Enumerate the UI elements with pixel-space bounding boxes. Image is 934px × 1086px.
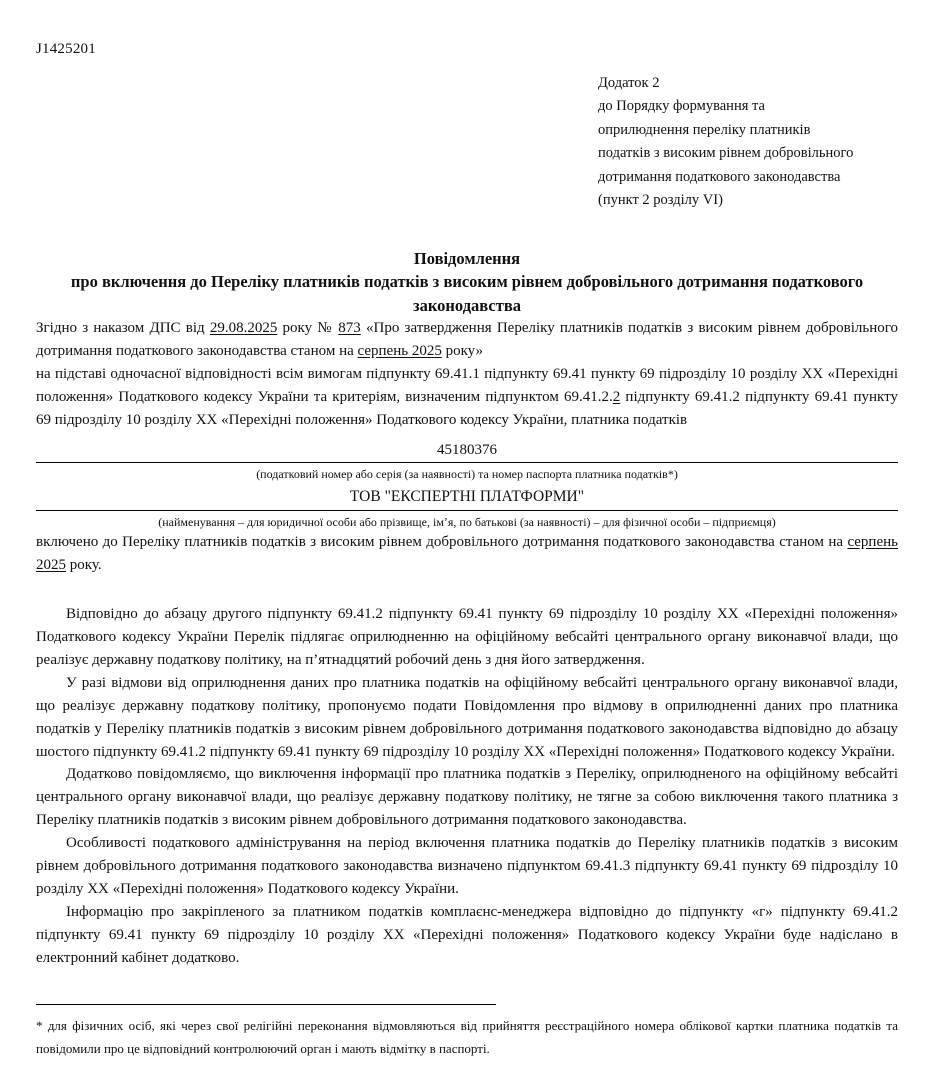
basis-part-2: підпункту 69.41.2 підпункту 69.41 пункту 69 підрозділу 10 розділу ХХ «Перехідні положення» Податкового кодексу України, платника податків xyxy=(36,388,898,428)
tax-number-rule xyxy=(36,462,898,463)
document-title xyxy=(36,247,898,317)
tax-number-value: 45180376 xyxy=(437,441,497,458)
tax-number-caption: (податковий номер або серія (за наявності) та номер паспорта платника податків*) xyxy=(256,467,678,482)
appendix-line-5: дотримання податкового законодавства xyxy=(598,168,841,185)
appendix-line-4: податків з високим рівнем добровільного xyxy=(598,145,854,162)
taxpayer-name-value: ТОВ "ЕКСПЕРТНІ ПЛАТФОРМИ" xyxy=(349,488,585,506)
basis-part-1: на підставі одночасної відповідності всім вимогам підпункту 69.41.1 підпункту 69.41 пункту 69 підрозділу 10 розділу ХХ «Перехідні положення» Податкового кодексу України та критеріям, визначеним підпунктом 69.41.2. xyxy=(36,366,898,405)
document-title-main: Повідомлення xyxy=(413,248,521,268)
appendix-line-6: (пункт 2 розділу VI) xyxy=(598,192,723,209)
body-paragraph-1: Відповідно до абзацу другого підпункту 69.41.2 підпункту 69.41 пункту 69 підрозділу 10 розділу ХХ «Перехідні положення» Податкового кодексу України Перелік підлягає оприлюдненню на офіційному вебсайті центрального органу виконавчої влади, що реалізує державну податкову політику, на п’ятнадцятий робочий день з дня його затвердження. xyxy=(36,605,898,668)
body-paragraph-3: Додатково повідомляємо, що виключення інформації про платника податків з Переліку, оприлюдненого на офіційному вебсайті центрального органу виконавчої влади, що реалізує державну податкову політику, не тягне за собою виключення такого платника з Переліку платників податків з високим рівнем добровільного дотримання податкового законодавства. xyxy=(36,766,898,829)
footnote-text: * для фізичних осіб, які через свої релігійні переконання відмовляються від прийняття реєстраційного номера облікової картки платника податків та повідомили про це відповідний контролюючий орган і мають відмітку в паспорті. xyxy=(36,1018,898,1056)
appendix-line-1: Додаток 2 xyxy=(598,75,660,91)
inclusion-suffix: року. xyxy=(66,556,102,573)
order-period-value: серпень 2025 xyxy=(357,343,442,360)
body-paragraphs xyxy=(36,603,898,970)
appendix-line-2: до Порядку формування та xyxy=(598,98,765,115)
taxpayer-name-rule xyxy=(36,510,898,511)
inclusion-period-value: серпень 2025 xyxy=(36,534,898,573)
inclusion-paragraph xyxy=(36,531,898,577)
order-reference-paragraph xyxy=(36,317,898,363)
footnote-rule xyxy=(36,1004,496,1005)
appendix-line-3: оприлюднення переліку платників xyxy=(598,121,811,138)
order-suffix: року» xyxy=(441,343,484,360)
inclusion-prefix: включено до Переліку платників податків з високим рівнем добровільного дотримання податкового законодавства станом на xyxy=(36,534,848,551)
taxpayer-name-caption: (найменування – для юридичної особи або прізвище, імʼя, по батькові (за наявності) – для фізичної особи – підприємця) xyxy=(158,515,776,530)
order-prefix: Згідно з наказом ДПС від xyxy=(36,320,210,337)
order-date-value: 29.08.2025 xyxy=(209,320,278,337)
order-number-value: 873 xyxy=(338,320,361,337)
body-paragraph-2: У разі відмови від оприлюднення даних про платника податків на офіційному вебсайті центрального органу виконавчої влади, що реалізує державну податкову політику, пропонуємо подати Повідомлення про відмову в оприлюдненні даних про платника податків у Переліку платників податків з високим рівнем добровільного дотримання податкового законодавства відповідно до абзацу шостого підпункту 69.41.2 підпункту 69.41 пункту 69 підрозділу 10 розділу ХХ «Перехідні положення» Податкового кодексу України. xyxy=(36,674,898,760)
body-paragraph-4: Особливості податкового адміністрування на період включення платника податків до Переліку платників податків з високим рівнем добровільного дотримання податкового законодавства визначено підпунктом 69.41.3 підпункту 69.41 пункту 69 підрозділу 10 розділу ХХ «Перехідні положення» Податкового кодексу України. xyxy=(36,835,898,898)
body-paragraph-5: Інформацію про закріпленого за платником податків комплаєнс-менеджера відповідно до підпункту «г» підпункту 69.41.2 підпункту 69.41 пункту 69 підрозділу 10 розділу ХХ «Перехідні положення» Податкового кодексу України буде надіслано в електронний кабінет додатково. xyxy=(36,904,898,966)
document-title-subtitle: про включення до Переліку платників податків з високим рівнем добровільного дотримання податкового законодавства xyxy=(70,272,864,315)
order-mid-2: «Про затвердження Переліку платників податків з високим рівнем добровільного дотримання податкового законодавства станом на xyxy=(36,320,899,360)
appendix-reference-block xyxy=(598,72,908,213)
form-code: J1425201 xyxy=(36,41,96,57)
footnote-block xyxy=(36,1004,898,1060)
basis-subclause-digit: 2 xyxy=(612,388,621,405)
order-mid-1: року № xyxy=(277,320,339,337)
basis-paragraph xyxy=(36,363,898,432)
